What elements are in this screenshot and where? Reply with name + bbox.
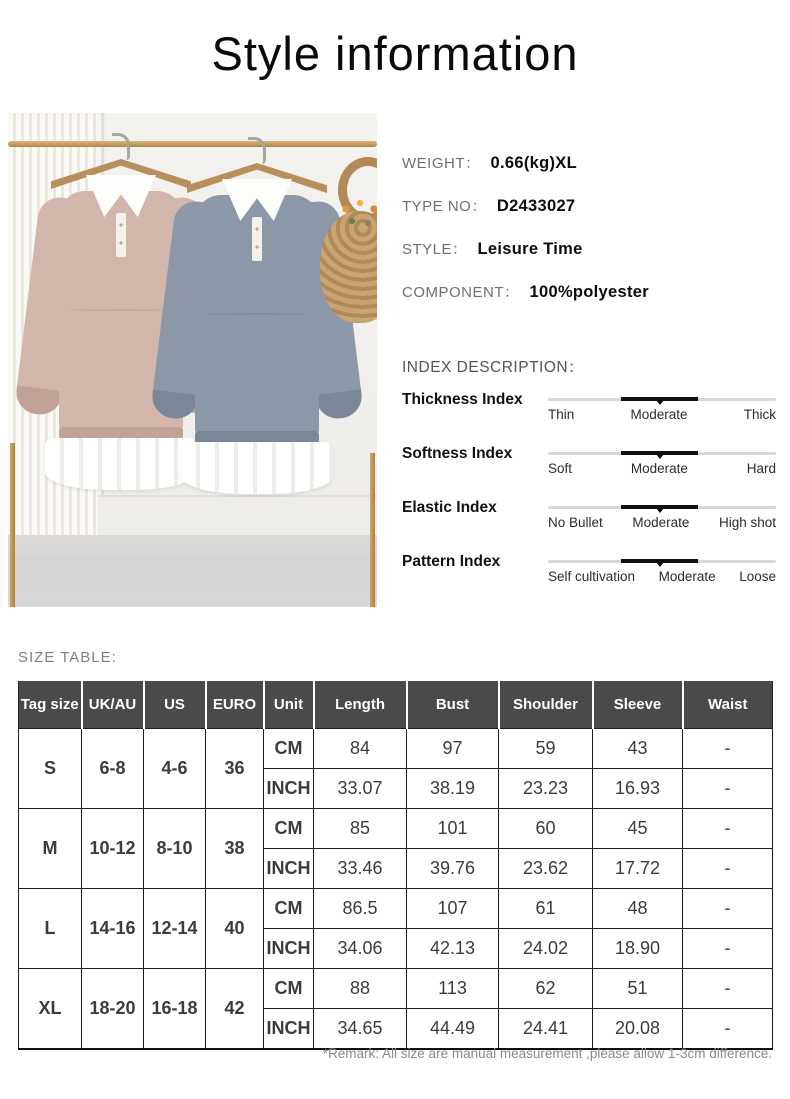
unit-cell: INCH — [264, 929, 314, 969]
col-header-unit: Unit — [264, 681, 314, 729]
info-row-weight — [402, 152, 776, 174]
sleeve-cell: 45 — [593, 809, 683, 849]
euro-cell: 36 — [206, 729, 264, 809]
us-cell: 12-14 — [144, 889, 206, 969]
weight-value: 0.66(kg)XL — [490, 154, 577, 172]
product-photo — [8, 113, 377, 607]
softness-index-label: Softness Index — [402, 445, 513, 462]
type-no-label: TYPE NO： — [402, 198, 487, 215]
chest-seam — [205, 313, 309, 315]
length-cell: 33.46 — [314, 849, 407, 889]
bust-cell: 44.49 — [407, 1009, 499, 1050]
col-header-euro: EURO — [206, 681, 264, 729]
scale-marker-icon — [656, 562, 664, 567]
length-cell: 86.5 — [314, 889, 407, 929]
sleeve-cell: 17.72 — [593, 849, 683, 889]
softness-index-scale — [548, 442, 776, 496]
sleeve-cell: 51 — [593, 969, 683, 1009]
col-header-length: Length — [314, 681, 407, 729]
waist-cell: - — [683, 729, 773, 769]
ukau-cell: 10-12 — [82, 809, 144, 889]
size-table-heading: SIZE TABLE: — [18, 649, 117, 666]
table-row-l-cm — [19, 889, 773, 929]
waist-cell: - — [683, 969, 773, 1009]
component-label: COMPONENT： — [402, 284, 520, 301]
shoulder-cell: 23.62 — [499, 849, 593, 889]
button-placket — [252, 217, 262, 261]
tag-size-cell: XL — [19, 969, 82, 1050]
table-row-xl-cm — [19, 969, 773, 1009]
index-description-rows — [402, 388, 776, 604]
pattern-index-row — [402, 550, 776, 604]
flowers-in-bag — [336, 197, 377, 231]
softness-index-row — [402, 442, 776, 496]
unit-cell: INCH — [264, 849, 314, 889]
sleeve-cell: 20.08 — [593, 1009, 683, 1050]
scale-track — [548, 452, 776, 455]
pattern-index-scale — [548, 550, 776, 604]
button-placket — [116, 213, 126, 257]
type-no-value: D2433027 — [496, 197, 576, 215]
rail-leg-left — [10, 443, 15, 607]
hanger-hook-icon — [112, 133, 130, 160]
length-cell: 85 — [314, 809, 407, 849]
shoulder-cell: 60 — [499, 809, 593, 849]
scale-selected-segment — [621, 451, 699, 455]
scale-selected-segment — [621, 559, 699, 563]
bust-cell: 113 — [407, 969, 499, 1009]
scale-level-high: High shot — [718, 515, 776, 530]
bust-cell: 97 — [407, 729, 499, 769]
shoulder-cell: 62 — [499, 969, 593, 1009]
product-info-panel — [402, 152, 776, 324]
shoulder-cell: 24.02 — [499, 929, 593, 969]
us-cell: 16-18 — [144, 969, 206, 1050]
waist-cell: - — [683, 809, 773, 849]
scale-labels — [548, 461, 776, 476]
style-value: Leisure Time — [477, 240, 583, 258]
thickness-index-label: Thickness Index — [402, 391, 523, 408]
unit-cell: CM — [264, 809, 314, 849]
col-header-ukau: UK/AU — [82, 681, 144, 729]
white-ruffle-hem — [181, 442, 333, 494]
size-table — [18, 681, 773, 1050]
sleeve-cell: 16.93 — [593, 769, 683, 809]
elastic-index-scale — [548, 496, 776, 550]
shoulder-cell: 61 — [499, 889, 593, 929]
col-header-us: US — [144, 681, 206, 729]
euro-cell: 42 — [206, 969, 264, 1050]
bust-cell: 107 — [407, 889, 499, 929]
us-cell: 8-10 — [144, 809, 206, 889]
waist-cell: - — [683, 849, 773, 889]
component-value: 100%polyester — [529, 283, 649, 301]
measurement-remark: *Remark: All size are manual measurement ,please allow 1-3cm difference. — [322, 1046, 772, 1061]
sleeve-cell: 48 — [593, 889, 683, 929]
shoulder-cell: 24.41 — [499, 1009, 593, 1050]
scale-labels — [548, 515, 776, 530]
shoulder-cell: 59 — [499, 729, 593, 769]
col-header-sleeve: Sleeve — [593, 681, 683, 729]
clothes-rail — [8, 141, 377, 147]
bust-cell: 42.13 — [407, 929, 499, 969]
unit-cell: INCH — [264, 769, 314, 809]
thickness-index-scale — [548, 388, 776, 442]
scale-selected-segment — [621, 505, 699, 509]
col-header-tag-size: Tag size — [19, 681, 82, 729]
euro-cell: 38 — [206, 809, 264, 889]
page-title: Style information — [211, 27, 579, 80]
unit-cell: CM — [264, 889, 314, 929]
hanger-hook-icon — [248, 137, 266, 164]
scale-level-high: Thick — [743, 407, 776, 422]
scale-marker-icon — [656, 508, 664, 513]
unit-cell: INCH — [264, 1009, 314, 1050]
shoulder-cell: 23.23 — [499, 769, 593, 809]
sleeve-cell: 18.90 — [593, 929, 683, 969]
length-cell: 33.07 — [314, 769, 407, 809]
tag-size-cell: M — [19, 809, 82, 889]
scale-level-high: Loose — [739, 569, 776, 584]
unit-cell: CM — [264, 969, 314, 1009]
waist-cell: - — [683, 1009, 773, 1050]
info-row-component — [402, 281, 776, 303]
scale-labels — [548, 569, 776, 584]
col-header-waist: Waist — [683, 681, 773, 729]
scale-marker-icon — [656, 400, 664, 405]
col-header-bust: Bust — [407, 681, 499, 729]
index-description-heading: INDEX DESCRIPTION： — [402, 359, 585, 376]
floor — [8, 535, 377, 607]
us-cell: 4-6 — [144, 729, 206, 809]
bust-cell: 101 — [407, 809, 499, 849]
waist-cell: - — [683, 769, 773, 809]
length-cell: 88 — [314, 969, 407, 1009]
scale-level-low: Soft — [548, 461, 573, 476]
scale-level-low: Self cultivation — [548, 569, 636, 584]
garment-blue-sweatshirt — [162, 155, 352, 500]
elastic-index-row — [402, 496, 776, 550]
scale-level-low: Thin — [548, 407, 575, 422]
length-cell: 84 — [314, 729, 407, 769]
wall-baseboard — [98, 495, 377, 538]
sleeve-cell: 43 — [593, 729, 683, 769]
scale-level-mid: Moderate — [632, 515, 690, 530]
bust-cell: 39.76 — [407, 849, 499, 889]
weight-label: WEIGHT： — [402, 155, 481, 172]
rail-leg-right — [370, 453, 375, 607]
scale-level-mid: Moderate — [630, 407, 688, 422]
tag-size-cell: L — [19, 889, 82, 969]
scale-labels — [548, 407, 776, 422]
table-row-s-cm — [19, 729, 773, 769]
ukau-cell: 18-20 — [82, 969, 144, 1050]
scale-selected-segment — [621, 397, 699, 401]
style-label: STYLE： — [402, 241, 468, 258]
waist-cell: - — [683, 889, 773, 929]
scale-track — [548, 560, 776, 563]
info-row-style — [402, 238, 776, 260]
scale-level-mid: Moderate — [630, 461, 688, 476]
ukau-cell: 6-8 — [82, 729, 144, 809]
waist-cell: - — [683, 929, 773, 969]
scale-track — [548, 506, 776, 509]
bust-cell: 38.19 — [407, 769, 499, 809]
thickness-index-row — [402, 388, 776, 442]
unit-cell: CM — [264, 729, 314, 769]
col-header-shoulder: Shoulder — [499, 681, 593, 729]
info-row-type-no — [402, 195, 776, 217]
euro-cell: 40 — [206, 889, 264, 969]
elastic-index-label: Elastic Index — [402, 499, 497, 516]
scale-track — [548, 398, 776, 401]
length-cell: 34.65 — [314, 1009, 407, 1050]
scale-level-high: Hard — [746, 461, 776, 476]
table-row-m-cm — [19, 809, 773, 849]
pattern-index-label: Pattern Index — [402, 553, 501, 570]
ukau-cell: 14-16 — [82, 889, 144, 969]
scale-level-mid: Moderate — [658, 569, 716, 584]
scale-level-low: No Bullet — [548, 515, 603, 530]
length-cell: 34.06 — [314, 929, 407, 969]
size-table-header-row — [19, 681, 773, 729]
tag-size-cell: S — [19, 729, 82, 809]
chest-seam — [69, 309, 173, 311]
scale-marker-icon — [656, 454, 664, 459]
